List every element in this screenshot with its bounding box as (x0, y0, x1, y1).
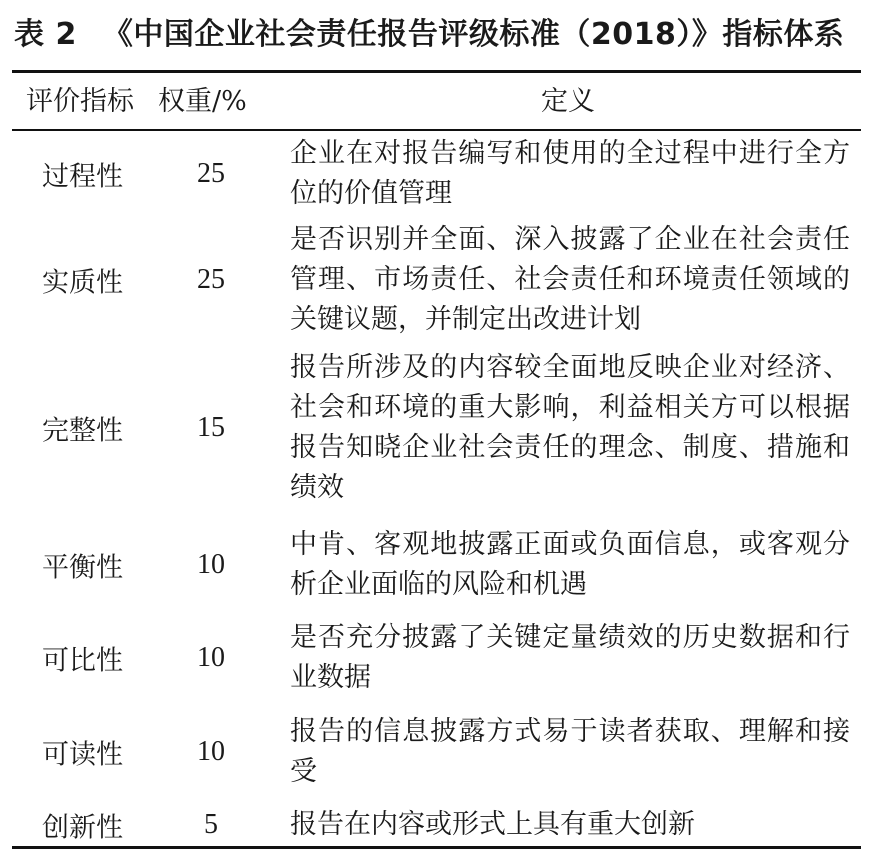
indicator-cell: 创新性 (42, 812, 123, 844)
table-row (12, 618, 861, 698)
table-row (12, 712, 861, 792)
definition-cell: 报告在内容或形式上具有重大创新 (290, 809, 695, 840)
weight-cell: 15 (197, 412, 225, 443)
indicator-cell: 可比性 (42, 645, 123, 677)
header-definition: 定义 (541, 86, 595, 117)
indicator-cell: 平衡性 (42, 552, 123, 584)
header-weight: 权重/% (158, 86, 247, 117)
weight-cell: 10 (197, 736, 225, 767)
indicator-cell: 可读性 (42, 739, 123, 771)
indicator-cell: 完整性 (42, 415, 123, 447)
table-row (12, 525, 861, 605)
definition-cell: 是否识别并全面、深入披露了企业在社会责任管理、市场责任、社会责任和环境责任领域的关键议题，并制定出改进计划 (290, 224, 850, 335)
header-rule (12, 129, 861, 131)
weight-cell: 10 (197, 642, 225, 673)
definition-cell: 是否充分披露了关键定量绩效的历史数据和行业数据 (290, 622, 850, 693)
weight-cell: 10 (197, 549, 225, 580)
definition-cell: 中肯、客观地披露正面或负面信息，或客观分析企业面临的风险和机遇 (290, 529, 850, 600)
top-rule (12, 70, 861, 73)
weight-cell: 25 (197, 158, 225, 189)
definition-cell: 企业在对报告编写和使用的全过程中进行全方位的价值管理 (290, 138, 850, 209)
table-row (12, 220, 861, 340)
table-row (12, 348, 861, 508)
table-row (12, 134, 861, 214)
table-caption (14, 14, 859, 56)
indicator-cell: 过程性 (42, 161, 123, 193)
definition-cell: 报告所涉及的内容较全面地反映企业对经济、社会和环境的重大影响，利益相关方可以根据报告知晓企业社会责任的理念、制度、措施和绩效 (290, 352, 850, 503)
table-title: 《中国企业社会责任报告评级标准（2018）》指标体系 (102, 17, 845, 52)
table-label: 表 2 (14, 17, 77, 52)
weight-cell: 25 (197, 264, 225, 295)
definition-cell: 报告的信息披露方式易于读者获取、理解和接受 (290, 716, 850, 787)
header-indicator: 评价指标 (26, 86, 134, 117)
bottom-rule (12, 846, 861, 849)
table-row (12, 804, 861, 846)
weight-cell: 5 (204, 809, 218, 840)
indicator-cell: 实质性 (42, 267, 123, 299)
